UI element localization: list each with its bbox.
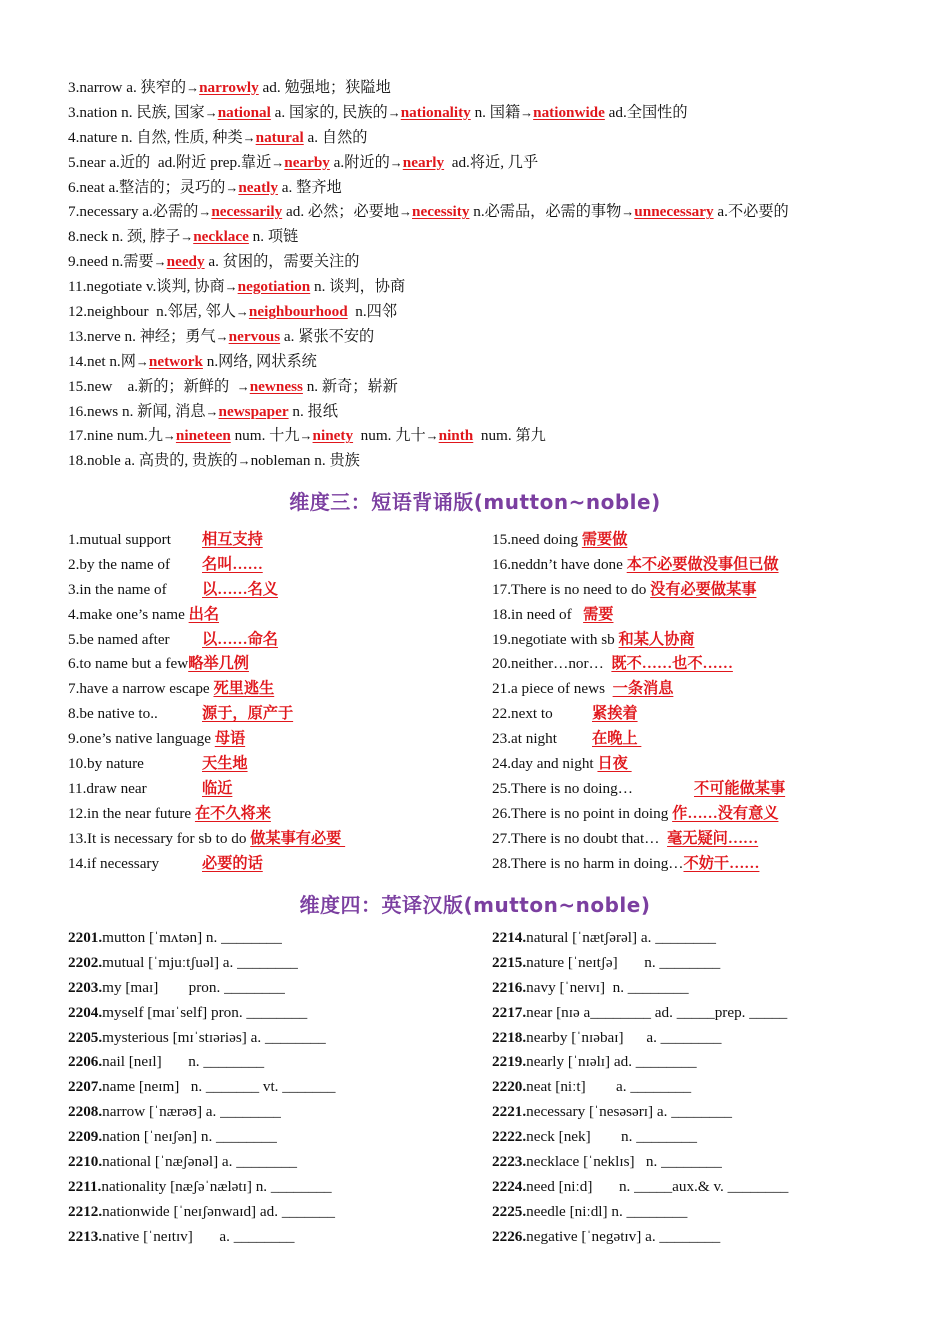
phrase-english: 3.in the name of bbox=[68, 580, 167, 598]
phrase-english: 10.by nature bbox=[68, 755, 144, 773]
vocab-entry: neck [nek] n. ________ bbox=[526, 1128, 697, 1146]
arrow-icon: → bbox=[186, 80, 200, 95]
vocab-number: 2207. bbox=[68, 1078, 103, 1096]
derivation-text: ad.全国性的 bbox=[604, 103, 688, 121]
phrase-chinese-answer: 必要的话 bbox=[202, 854, 263, 872]
vocab-number: 2216. bbox=[492, 978, 527, 996]
phrase-chinese-answer: 出名 bbox=[188, 605, 219, 623]
phrase-english: 16.neddn’t have done bbox=[492, 555, 627, 573]
phrase-row bbox=[68, 528, 488, 553]
derived-word-answer: national bbox=[217, 103, 271, 121]
derived-word-answer: network bbox=[148, 352, 203, 370]
derived-word-answer: nervous bbox=[228, 327, 281, 345]
phrase-row bbox=[68, 578, 488, 603]
phrase-english: 22.next to bbox=[492, 705, 553, 723]
vocab-row bbox=[492, 976, 912, 1001]
phrase-chinese-answer: 临近 bbox=[202, 779, 233, 797]
derivation-line bbox=[68, 400, 898, 425]
vocab-entry: nation [ˈneɪʃən] n. ________ bbox=[102, 1128, 277, 1146]
derived-word-answer: negotiation bbox=[237, 278, 311, 296]
derivation-line bbox=[68, 126, 898, 151]
vocab-number: 2221. bbox=[492, 1103, 527, 1121]
derived-word-answer: natural bbox=[255, 128, 304, 146]
phrase-english: 9.one’s native language bbox=[68, 730, 215, 748]
vocab-row bbox=[492, 926, 912, 951]
vocab-row bbox=[492, 1026, 912, 1051]
derivation-text: 13.nerve n. 神经；勇气 bbox=[68, 327, 216, 345]
phrase-english: 28.There is no harm in doing… bbox=[492, 854, 684, 872]
arrow-icon: → bbox=[621, 204, 635, 220]
phrase-row bbox=[492, 777, 912, 802]
phrase-row bbox=[492, 752, 912, 777]
phrase-chinese-answer: 不可能做某事 bbox=[694, 779, 786, 797]
phrase-row bbox=[68, 603, 488, 628]
phrase-row bbox=[68, 628, 488, 653]
vocab-number: 2206. bbox=[68, 1053, 103, 1071]
vocab-row bbox=[68, 1125, 488, 1150]
vocab-entry: nearly [ˈnɪəlɪ] ad. ________ bbox=[526, 1053, 697, 1071]
vocab-row bbox=[68, 926, 488, 951]
derived-word-answer: ninety bbox=[312, 427, 354, 445]
phrase-english: 27.There is no doubt that… bbox=[492, 829, 668, 847]
vocab-number: 2208. bbox=[68, 1103, 103, 1121]
vocab-entry: name [neɪm] n. _______ vt. _______ bbox=[102, 1078, 336, 1096]
phrase-english: 11.draw near bbox=[68, 779, 147, 797]
vocab-entry: nationality [næʃəˈnælətɪ] n. ________ bbox=[101, 1177, 332, 1195]
vocab-number: 2214. bbox=[492, 929, 527, 946]
derivation-text: a. 贫困的，需要关注的 bbox=[204, 253, 360, 271]
phrase-chinese-answer: 名叫…… bbox=[202, 555, 263, 573]
derivation-line bbox=[68, 225, 898, 250]
phrase-chinese-answer: 作……没有意义 bbox=[672, 804, 779, 822]
phrase-chinese-answer: 毫无疑问…… bbox=[667, 829, 759, 847]
vocab-number: 2223. bbox=[492, 1153, 527, 1171]
vocab-row bbox=[492, 1100, 912, 1125]
derived-word-answer: unnecessary bbox=[634, 203, 714, 221]
phrase-chinese-answer: 在晚上 bbox=[592, 730, 642, 748]
phrase-row bbox=[68, 652, 488, 677]
vocab-number: 2222. bbox=[492, 1128, 527, 1146]
derived-word-answer: necessity bbox=[412, 203, 470, 221]
derivation-text: 9.need n.需要 bbox=[68, 253, 154, 271]
phrase-english: 6.to name but a few bbox=[68, 655, 189, 673]
phrase-english: 17.There is no need to do bbox=[492, 580, 651, 598]
phrase-row bbox=[492, 802, 912, 827]
derivation-text: a. 紧张不安的 bbox=[280, 327, 375, 345]
derivation-text: n. 国籍 bbox=[470, 103, 521, 121]
vocab-row bbox=[492, 1225, 912, 1250]
vocab-entry: myself [maɪˈself] pron. ________ bbox=[102, 1003, 308, 1021]
derivation-text: 6.neat a.整洁的；灵巧的 bbox=[68, 178, 226, 196]
vocab-entry: navy [ˈneɪvɪ] n. ________ bbox=[526, 978, 689, 996]
arrow-icon: → bbox=[198, 204, 212, 220]
vocab-number: 2218. bbox=[492, 1028, 527, 1046]
vocab-number: 2226. bbox=[492, 1227, 527, 1245]
vocab-number: 2203. bbox=[68, 978, 103, 996]
derived-word-answer: needy bbox=[166, 253, 205, 271]
vocab-entry: near [nɪə a________ ad. _____prep. _____ bbox=[526, 1003, 788, 1021]
phrase-chinese-answer: 源于，原产于 bbox=[202, 705, 294, 723]
derivation-text: 4.nature n. 自然, 性质, 种类 bbox=[68, 128, 243, 146]
arrow-icon: → bbox=[520, 104, 534, 120]
vocab-row bbox=[68, 1050, 488, 1075]
word-derivation-list bbox=[68, 76, 898, 474]
arrow-icon: → bbox=[236, 378, 250, 394]
vocab-number: 2210. bbox=[68, 1153, 103, 1171]
derived-word-answer: neighbourhood bbox=[248, 303, 348, 321]
phrase-row bbox=[492, 528, 912, 553]
derivation-line bbox=[68, 325, 898, 350]
derivation-text: 7.necessary a.必需的 bbox=[68, 203, 199, 221]
vocab-row bbox=[68, 1225, 488, 1250]
arrow-icon: → bbox=[242, 129, 256, 145]
section-4-title: 维度四：英译汉版(mutton~noble) bbox=[299, 893, 651, 917]
phrase-english: 25.There is no doing… bbox=[492, 779, 633, 797]
derived-word-answer: narrowly bbox=[199, 79, 259, 96]
phrase-english: 18.in need of bbox=[492, 605, 584, 623]
vocab-entry: mutton [ˈmʌtən] n. ________ bbox=[102, 929, 282, 946]
arrow-icon: → bbox=[399, 204, 413, 220]
phrase-row bbox=[492, 652, 912, 677]
vocab-number: 2225. bbox=[492, 1202, 527, 1220]
derivation-text: num. 第九 bbox=[473, 427, 546, 445]
derivation-text: 12.neighbour n.邻居, 邻人 bbox=[68, 303, 236, 321]
vocab-row bbox=[68, 1026, 488, 1051]
vocab-row bbox=[492, 1050, 912, 1075]
derived-word-answer: newspaper bbox=[218, 402, 289, 420]
vocab-entry: native [ˈneɪtɪv] a. ________ bbox=[102, 1227, 295, 1245]
phrase-row bbox=[68, 852, 488, 877]
phrase-chinese-answer: 以……命名 bbox=[202, 630, 278, 648]
phrase-chinese-answer: 做某事有必要 bbox=[250, 829, 346, 847]
vocab-row bbox=[68, 1075, 488, 1100]
phrase-english: 24.day and night bbox=[492, 755, 598, 773]
vocab-row bbox=[68, 1001, 488, 1026]
phrase-english: 12.in the near future bbox=[68, 804, 195, 822]
derived-word-answer: necklace bbox=[193, 228, 249, 246]
derivation-text: 11.negotiate v.谈判, 协商 bbox=[68, 278, 225, 296]
phrase-chinese-answer: 日夜 bbox=[597, 755, 632, 773]
derivation-line bbox=[68, 424, 898, 449]
phrase-row bbox=[492, 553, 912, 578]
phrase-row bbox=[492, 702, 912, 727]
derivation-text: 16.news n. 新闻, 消息 bbox=[68, 402, 206, 420]
phrase-list-right bbox=[492, 528, 912, 876]
phrase-row bbox=[492, 852, 912, 877]
arrow-icon: → bbox=[237, 453, 251, 469]
phrase-english: 23.at night bbox=[492, 730, 557, 748]
arrow-icon: → bbox=[204, 104, 218, 120]
vocab-entry: necklace [ˈneklɪs] n. ________ bbox=[526, 1153, 722, 1171]
vocab-row bbox=[68, 976, 488, 1001]
phrase-row bbox=[492, 578, 912, 603]
phrase-row bbox=[68, 752, 488, 777]
derivation-line bbox=[68, 449, 898, 474]
derivation-text: 5.near a.近的 ad.附近 prep.靠近 bbox=[68, 153, 272, 171]
derivation-line bbox=[68, 151, 898, 176]
vocab-number: 2224. bbox=[492, 1177, 527, 1195]
phrase-chinese-answer: 以……名义 bbox=[202, 580, 278, 598]
vocab-row bbox=[492, 1001, 912, 1026]
vocab-row bbox=[492, 1075, 912, 1100]
phrase-chinese-answer: 相互支持 bbox=[202, 531, 263, 548]
arrow-icon: → bbox=[235, 304, 249, 320]
derivation-line bbox=[68, 200, 898, 225]
derivation-text: num. 九十 bbox=[353, 427, 426, 445]
phrase-row bbox=[492, 677, 912, 702]
phrase-chinese-answer: 略举几例 bbox=[188, 655, 249, 673]
vocab-row bbox=[68, 1200, 488, 1225]
derived-word-answer: nearby bbox=[284, 153, 330, 171]
phrase-english: 13.It is necessary for sb to do bbox=[68, 829, 251, 847]
derivation-text: n.四邻 bbox=[347, 303, 398, 321]
phrase-row bbox=[68, 677, 488, 702]
phrase-english: 15.need doing bbox=[492, 531, 582, 548]
vocab-number: 2212. bbox=[68, 1202, 103, 1220]
arrow-icon: → bbox=[135, 353, 149, 369]
derivation-line bbox=[68, 250, 898, 275]
derivation-line bbox=[68, 375, 898, 400]
derived-word-answer: nationwide bbox=[533, 103, 605, 121]
arrow-icon: → bbox=[271, 154, 285, 170]
vocab-row bbox=[492, 1125, 912, 1150]
phrase-english: 1.mutual support bbox=[68, 531, 171, 548]
vocab-row bbox=[68, 1100, 488, 1125]
derivation-text: ad. 勉强地；狭隘地 bbox=[258, 79, 391, 96]
arrow-icon: → bbox=[180, 229, 194, 245]
vocab-number: 2202. bbox=[68, 953, 103, 971]
vocab-number: 2215. bbox=[492, 953, 527, 971]
arrow-icon: → bbox=[162, 428, 176, 444]
phrase-english: 4.make one’s name bbox=[68, 605, 189, 623]
derivation-text: 8.neck n. 颈, 脖子 bbox=[68, 228, 181, 246]
phrase-english: 21.a piece of news bbox=[492, 680, 613, 698]
vocab-number: 2205. bbox=[68, 1028, 103, 1046]
arrow-icon: → bbox=[389, 154, 403, 170]
phrase-english: 7.have a narrow escape bbox=[68, 680, 214, 698]
vocab-number: 2213. bbox=[68, 1227, 103, 1245]
vocab-entry: necessary [ˈnesəsərɪ] a. ________ bbox=[526, 1103, 732, 1121]
derived-word-answer: neatly bbox=[238, 178, 278, 196]
derivation-line bbox=[68, 76, 898, 101]
phrase-row bbox=[68, 727, 488, 752]
derived-word-answer: necessarily bbox=[211, 203, 283, 221]
vocab-row bbox=[492, 1150, 912, 1175]
phrase-english: 20.neither…nor… bbox=[492, 655, 612, 673]
vocab-list-left bbox=[68, 926, 488, 1250]
phrase-list-left bbox=[68, 528, 488, 876]
derived-word-answer: nationality bbox=[400, 103, 471, 121]
derivation-text: 3.nation n. 民族, 国家 bbox=[68, 103, 205, 121]
section-3-title: 维度三：短语背诵版(mutton~noble) bbox=[289, 490, 661, 514]
derived-word-answer: ninth bbox=[438, 427, 474, 445]
derivation-text: a. 整齐地 bbox=[278, 178, 342, 196]
phrase-chinese-answer: 本不必要做没事但已做 bbox=[626, 555, 779, 573]
phrase-english: 26.There is no point in doing bbox=[492, 804, 673, 822]
vocab-number: 2219. bbox=[492, 1053, 527, 1071]
derivation-text: 17.nine num.九 bbox=[68, 427, 163, 445]
phrase-chinese-answer: 不妨干…… bbox=[683, 854, 760, 872]
derivation-text: ad. 必然；必要地 bbox=[282, 203, 400, 221]
phrase-chinese-answer: 母语 bbox=[214, 730, 246, 748]
vocab-entry: mutual [ˈmjuːtʃuəl] a. ________ bbox=[102, 953, 298, 971]
vocab-entry: my [maɪ] pron. ________ bbox=[102, 978, 285, 996]
arrow-icon: → bbox=[299, 428, 313, 444]
phrase-row bbox=[492, 603, 912, 628]
phrase-chinese-answer: 需要 bbox=[583, 605, 614, 623]
derivation-text: 3.narrow a. 狭窄的 bbox=[68, 79, 187, 96]
vocab-row bbox=[68, 1175, 488, 1200]
phrase-chinese-answer: 天生地 bbox=[202, 755, 248, 773]
vocab-entry: nearby [ˈnɪəbaɪ] a. ________ bbox=[526, 1028, 722, 1046]
phrase-chinese-answer: 既不……也不…… bbox=[611, 655, 733, 673]
derivation-text: a.不必要的 bbox=[713, 203, 789, 221]
vocab-entry: nature [ˈneɪtʃə] n. ________ bbox=[526, 953, 721, 971]
phrase-row bbox=[68, 802, 488, 827]
phrase-row bbox=[492, 727, 912, 752]
arrow-icon: → bbox=[205, 403, 219, 419]
vocab-list-right bbox=[492, 926, 912, 1250]
vocab-row bbox=[68, 1150, 488, 1175]
vocab-entry: narrow [ˈnærəʊ] a. ________ bbox=[102, 1103, 281, 1121]
derivation-text: 18.noble a. 高贵的, 贵族的 bbox=[68, 452, 238, 470]
vocab-entry: national [ˈnæʃənəl] a. ________ bbox=[102, 1153, 298, 1171]
vocab-entry: need [niːd] n. _____aux.& v. ________ bbox=[526, 1177, 789, 1195]
derivation-line bbox=[68, 350, 898, 375]
arrow-icon: → bbox=[425, 428, 439, 444]
derived-word-answer: newness bbox=[249, 377, 303, 395]
vocab-entry: negative [ˈnegətɪv] a. ________ bbox=[526, 1227, 721, 1245]
derivation-text: num. 十九 bbox=[230, 427, 300, 445]
phrase-chinese-answer: 在不久将来 bbox=[194, 804, 271, 822]
vocab-row bbox=[492, 1200, 912, 1225]
derivation-text: n.必需品，必需的事物 bbox=[469, 203, 622, 221]
vocab-number: 2217. bbox=[492, 1003, 527, 1021]
derivation-text: nobleman n. 贵族 bbox=[250, 452, 360, 470]
derivation-text: a. 国家的, 民族的 bbox=[270, 103, 388, 121]
derivation-text: n. 项链 bbox=[248, 228, 299, 246]
phrase-chinese-answer: 死里逃生 bbox=[213, 680, 275, 698]
vocab-number: 2204. bbox=[68, 1003, 103, 1021]
vocab-number: 2211. bbox=[68, 1177, 102, 1195]
phrase-row bbox=[492, 827, 912, 852]
derived-word-answer: nineteen bbox=[175, 427, 231, 445]
derivation-text: n. 谈判，协商 bbox=[310, 278, 406, 296]
phrase-english: 14.if necessary bbox=[68, 854, 160, 872]
derivation-text: a.附近的 bbox=[329, 153, 390, 171]
phrase-row bbox=[68, 702, 488, 727]
derivation-line bbox=[68, 101, 898, 126]
vocab-entry: mysterious [mɪˈstɪəriəs] a. ________ bbox=[102, 1028, 326, 1046]
vocab-entry: nationwide [ˈneɪʃənwaɪd] ad. _______ bbox=[102, 1202, 335, 1220]
vocab-entry: needle [niːdl] n. ________ bbox=[526, 1202, 688, 1220]
derived-word-answer: nearly bbox=[402, 153, 445, 171]
derivation-text: ad.将近, 几乎 bbox=[444, 153, 539, 171]
derivation-text: n.网络, 网状系统 bbox=[202, 352, 317, 370]
phrase-chinese-answer: 需要做 bbox=[581, 531, 628, 548]
vocab-number: 2220. bbox=[492, 1078, 527, 1096]
derivation-line bbox=[68, 300, 898, 325]
vocab-entry: natural [ˈnætʃərəl] a. ________ bbox=[526, 929, 716, 946]
arrow-icon: → bbox=[153, 254, 167, 270]
derivation-line bbox=[68, 176, 898, 201]
phrase-row bbox=[492, 628, 912, 653]
phrase-row bbox=[68, 553, 488, 578]
vocab-number: 2209. bbox=[68, 1128, 103, 1146]
derivation-line bbox=[68, 275, 898, 300]
phrase-chinese-answer: 一条消息 bbox=[612, 680, 674, 698]
phrase-chinese-answer: 紧挨着 bbox=[592, 705, 638, 723]
phrase-english: 8.be native to.. bbox=[68, 705, 158, 723]
phrase-chinese-answer: 没有必要做某事 bbox=[650, 580, 757, 598]
derivation-text: 14.net n.网 bbox=[68, 352, 136, 370]
phrase-english: 5.be named after bbox=[68, 630, 170, 648]
arrow-icon: → bbox=[224, 279, 238, 295]
arrow-icon: → bbox=[215, 328, 229, 344]
derivation-text: 15.new a.新的；新鲜的 bbox=[68, 377, 237, 395]
phrase-english: 2.by the name of bbox=[68, 555, 171, 573]
vocab-entry: nail [neɪl] n. ________ bbox=[102, 1053, 265, 1071]
vocab-entry: neat [niːt] a. ________ bbox=[526, 1078, 692, 1096]
arrow-icon: → bbox=[387, 104, 401, 120]
derivation-text: n. 报纸 bbox=[288, 402, 338, 420]
vocab-number: 2201. bbox=[68, 929, 103, 946]
phrase-chinese-answer: 和某人协商 bbox=[618, 630, 695, 648]
vocab-row bbox=[68, 951, 488, 976]
vocab-row bbox=[492, 1175, 912, 1200]
derivation-text: a. 自然的 bbox=[303, 128, 368, 146]
arrow-icon: → bbox=[225, 179, 239, 195]
phrase-row bbox=[68, 777, 488, 802]
phrase-row bbox=[68, 827, 488, 852]
derivation-text: n. 新奇；崭新 bbox=[302, 377, 398, 395]
phrase-english: 19.negotiate with sb bbox=[492, 630, 619, 648]
vocab-row bbox=[492, 951, 912, 976]
